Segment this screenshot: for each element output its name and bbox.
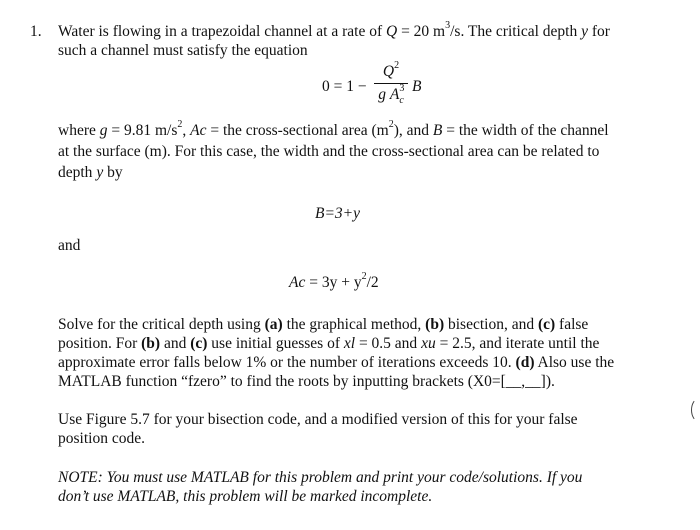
figure-note-line-1: Use Figure 5.7 for your bisection code, and a modified version of this for your false	[58, 411, 578, 428]
problem-number: 1.	[30, 23, 42, 40]
and-label: and	[58, 237, 81, 254]
equation-lhs: 0 = 1 −	[322, 78, 367, 95]
figure-note-line-2: position code.	[58, 430, 145, 447]
solve-line-3: approximate error falls below 1% or the number of iterations exceeds 10. (d) Also use the	[58, 354, 615, 371]
solve-line-2: position. For (b) and (c) use initial guesses of xl = 0.5 and xu = 2.5, and iterate until the	[58, 335, 600, 352]
where-line-2: at the surface (m). For this case, the width and the cross-sectional area can be related to	[58, 143, 600, 160]
width-equation: B=3+y	[315, 205, 361, 222]
solve-line-4: MATLAB function “fzero” to find the roots by inputting brackets (X0=[__,__]).	[58, 373, 555, 390]
equation-fraction: $Q^2$ g $A^3_c$	[374, 62, 408, 104]
edge-bracket-mark	[691, 398, 700, 422]
note-line-1: NOTE: You must use MATLAB for this problem and print your code/solutions. If you	[58, 469, 583, 486]
note-line-2: don’t use MATLAB, this problem will be marked incomplete.	[58, 488, 433, 505]
where-line-1: where g = 9.81 $m/s^2$, Ac = the cross-sectional area $(m^2)$, and B = the width of the channel	[58, 118, 609, 139]
where-line-3: depth y by	[58, 164, 123, 181]
equation-rhs: B	[412, 78, 422, 95]
solve-line-1: Solve for the critical depth using (a) the graphical method, (b) bisection, and (c) false	[58, 316, 589, 333]
intro-line-2: such a channel must satisfy the equation	[58, 42, 308, 59]
area-equation: $Ac = 3y + y^2/2$	[289, 270, 379, 291]
intro-line-1: Water is flowing in a trapezoidal channel at a rate of Q = 20 $m^3/s$. The critical depth y for	[58, 19, 610, 40]
